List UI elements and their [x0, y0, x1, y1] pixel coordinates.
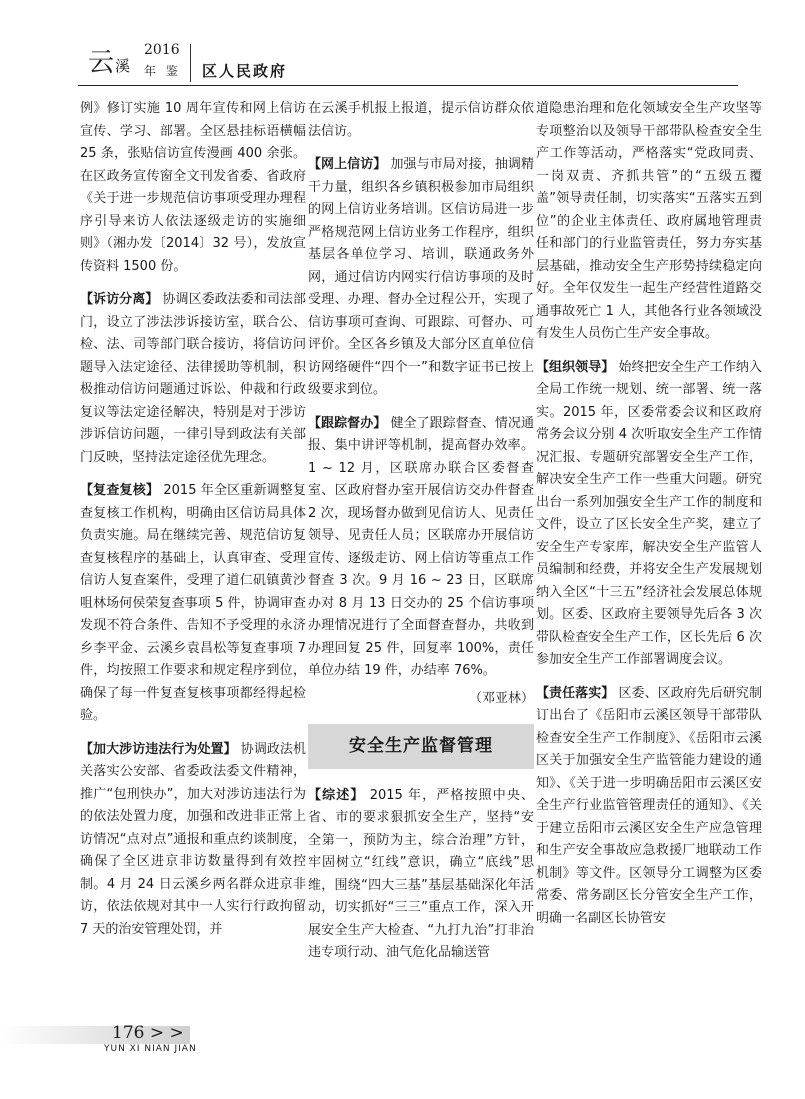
page-header — [78, 30, 738, 92]
paragraph — [308, 98, 534, 143]
brand-large: 云 — [88, 48, 116, 78]
paragraph — [308, 154, 534, 402]
paragraph — [308, 785, 534, 965]
paragraph-tag: 【跟踪督办】 — [308, 415, 387, 431]
paragraph — [80, 98, 306, 278]
yearbook-brand — [88, 42, 131, 79]
paragraph-text: 2015 年全区重新调整复查复核工作机构，明确由区信访局具体负责实施。局在继续完善、规范信访复查复核程序的基础上，认真审查、受理信访人复查案件，受理了道仁矶镇黄沙咀林场何侯荣复查事项 5 件，协调审查发现不符合条件、告知不予受理的永济乡李平金、云溪乡袁昌松等复查事项 7 件，均按照工作要求和规定程序到位，确保了每一件复查复核事项都经得起检验。 — [80, 483, 306, 723]
paragraph — [308, 413, 534, 683]
yearbook-year: 2016 — [144, 42, 180, 58]
yearbook-label: 年 鉴 — [144, 64, 181, 78]
paragraph-text: 协调政法机关落实公安部、省委政法委文件精神，推广“包刑快办”，加大对涉访违法行为的依法处置力度，加强和改进非正常上访情况“点对点”通报和重点约谈制度，确保了全区进京非访数量得到有效控制。4 月 24 日云溪乡两名群众进京非访，依法依规对其中一人实行行政拘留 7 天的治安管理处罚，并 — [80, 741, 306, 937]
paragraph-text: 加强与市局对接，抽调精干力量，组织各乡镇积极参加市局组织的网上信访业务培训。区信访局进一步严格规范网上信访业务工作程序，组织基层各单位学习、培训，联通政务外网，通过信访内网实行信访事项的及时受理、办理、督办全过程公开，实现了信访事项可查询、可跟踪、可督办、可评价。全区各乡镇及大部分区直单位信访网络硬件“四个一”和数字证书已按上级要求到位。 — [308, 157, 534, 397]
brand-small: 溪 — [115, 57, 132, 75]
section-title: 区人民政府 — [202, 62, 288, 80]
paragraph — [536, 98, 762, 346]
paragraph-tag: 【责任落实】 — [536, 685, 615, 701]
paragraph-text: 2015 年，严格按照中央、省、市的要求狠抓安全生产，坚持“安全第一，预防为主，综合治理”方针，牢固树立“红线”意识，确立“底线”思维，围绕“四大三基”基层基础深化年活动，切实抓好“三三”重点工作，深入开展安全生产大检查、“九打九治”打非治违专项行动、油气危化品输送管 — [308, 787, 534, 960]
paragraph-text: 道隐患治理和危化领域安全生产攻坚等专项整治以及领导干部带队检查安全生产工作等活动，严格落实“党政同责、一岗双责、齐抓共管”的“五级五覆盖”领导责任制，切实落实“五落实五到位”的企业主体责任、政府属地管理责任和部门的行业监管责任，努力夯实基层基础，推动安全生产形势持续稳定向好。全年仅发生一起生产经营性道路交通事故死亡 1 人，其他各行业各领域没有发生人员伤亡生产安全事故。 — [536, 101, 762, 341]
paragraph — [80, 289, 306, 469]
paragraph-text: 例》修订实施 10 周年宣传和网上信访宣传、学习、部署。全区悬挂标语横幅 25 条，张贴信访宣传漫画 400 余张。在区政务宣传窗全文刊发省委、省政府《关于进一步规范信访事项受理办理程序引导来访人依法逐级走访的实施细则》（湘办发〔2014〕32 号），发放宣传资料 1500 份。 — [80, 101, 306, 274]
column-2 — [308, 98, 534, 976]
page-number: 176 > > — [112, 1023, 184, 1043]
paragraph-text: 协调区委政法委和司法部门，设立了涉法涉诉接访室，联合公、检、法、司等部门联合接访，将信访问题导入法定途径、法律援助等机制，积极推动信访问题通过诉讼、仲裁和行政复议等法定途径解决，特别是对于涉访涉诉信访问题，一律引导到政法有关部门反映，坚持法定途径优先理念。 — [80, 292, 306, 465]
paragraph-tag: 【加大涉访违法行为处置】 — [80, 741, 237, 757]
paragraph — [80, 739, 306, 942]
paragraph-tag: 【诉访分离】 — [80, 292, 159, 307]
footer-subtitle: YUN XI NIAN JIAN — [104, 1044, 197, 1054]
paragraph-tag: 【综述】 — [308, 787, 365, 803]
paragraph-text: 在云溪手机报上报道，提示信访群众依法信访。 — [308, 101, 534, 139]
paragraph-tag: 【网上信访】 — [308, 157, 387, 172]
header-divider — [190, 44, 191, 82]
page-footer — [0, 1018, 805, 1058]
paragraph — [536, 683, 762, 931]
paragraph — [80, 480, 306, 728]
paragraph-text: 始终把安全生产工作纳入全局工作统一规划、统一部署、统一落实。2015 年，区委常委会议和区政府常务会议分别 4 次听取安全生产工作情况汇报、专题研究部署安全生产工作，解决安全生产工作一些重大问题。研究出台一系列加强安全生产工作的制度和文件，设立了区长安全生产奖，建立了安全生产专家库，解决安全生产监管人员编制和经费，并将安全生产发展规划纳入全区“十三五”经济社会发展总体规划。区委、区政府主要领导先后各 3 次带队检查安全生产工作，区长先后 6 次参加安全生产工作部署调度会议。 — [536, 359, 762, 667]
paragraph-tag: 【复查复核】 — [80, 483, 160, 498]
column-1 — [80, 98, 306, 952]
author-signature: （邓亚林） — [468, 690, 534, 706]
header-rule — [78, 85, 738, 86]
section-heading: 安全生产监督管理 — [308, 724, 534, 769]
paragraph-text: 区委、区政府先后研究制订出台了《岳阳市云溪区领导干部带队检查安全生产工作制度》、《岳阳市云溪区关于加强安全生产监管能力建设的通知》、《关于进一步明确岳阳市云溪区安全生产行业监管管理责任的通知》、《关于建立岳阳市云溪区安全生产应急管理和生产安全事故应急救援厂地联动工作机制》等文件。区领导分工调整为区委常委、常务副区长分管安全生产工作，明确一名副区长协管安 — [536, 685, 762, 926]
column-3 — [536, 98, 762, 941]
paragraph — [536, 357, 762, 672]
paragraph-tag: 【组织领导】 — [536, 359, 615, 375]
paragraph-text: 健全了跟踪督查、情况通报、集中讲评等机制，提高督办效率。1 ~ 12 月，区联席办联合区委督查室、区政府督办室开展信访交办件督查 2 次，现场督办做到见信访人、见责任领导、见责任人员；区联席办开展信访宣传、逐级走访、网上信访等重点工作督查 3 次。9 月 16 ~ 23 日，区联席办对 8 月 13 日交办的 25 个信访事项办理情况进行了全面督查督办，共收到办理回复 25 件，回复率 100%，责任单位办结 19 件，办结率 76%。 — [308, 415, 534, 678]
